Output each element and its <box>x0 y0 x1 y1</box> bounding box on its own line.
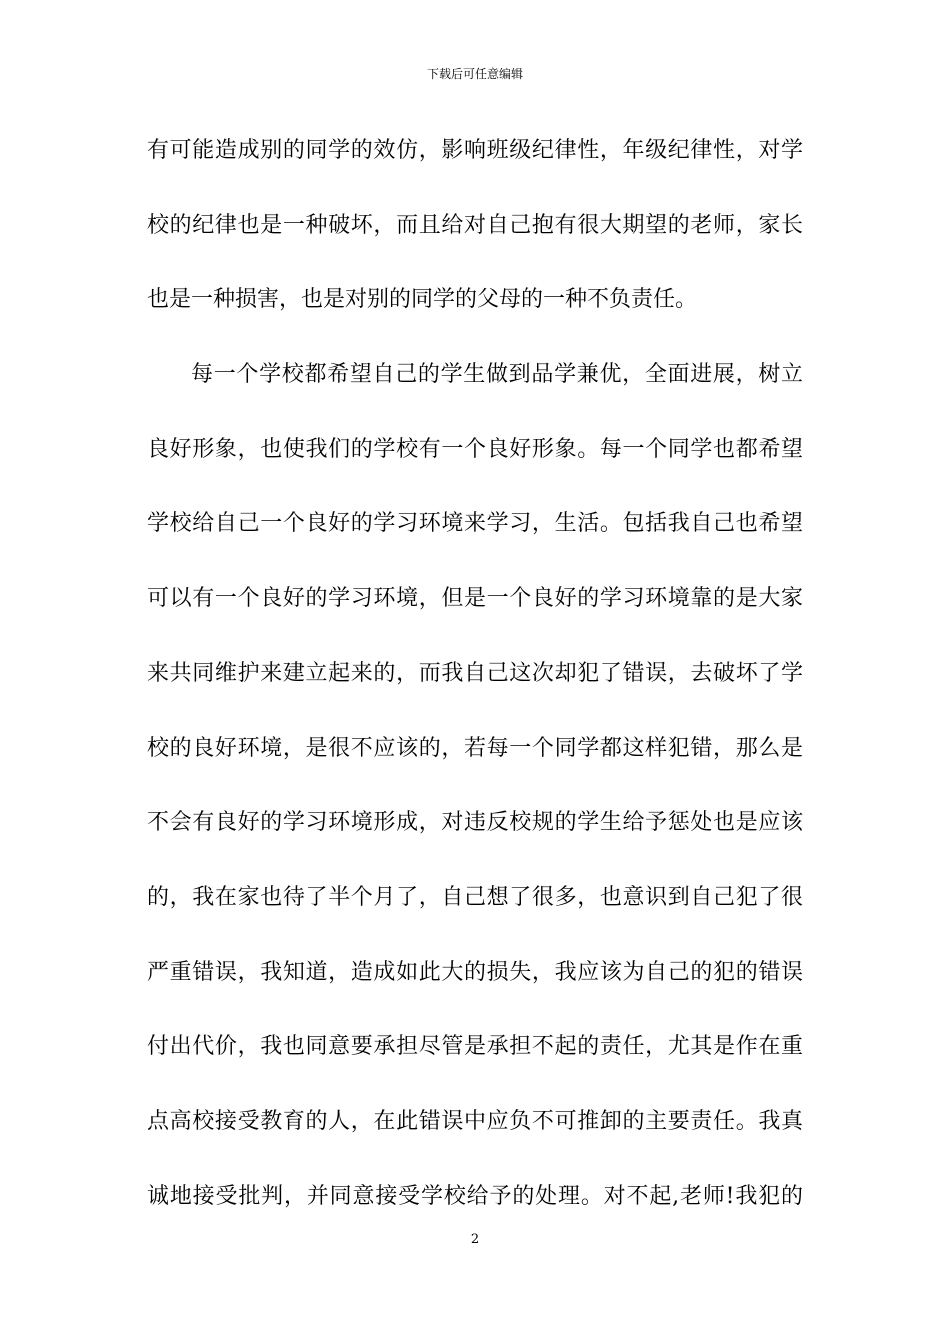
page-header: 下载后可任意编辑 <box>426 67 523 81</box>
text-line: 付出代价，我也同意要承担尽管是承担不起的责任，尤其是作在重 <box>147 1034 803 1060</box>
text-line: 可以有一个良好的学习环境，但是一个良好的学习环境靠的是大家 <box>147 586 803 612</box>
text-line: 良好形象，也使我们的学校有一个良好形象。每一个同学也都希望 <box>147 436 803 462</box>
body-text <box>147 128 803 1248</box>
text-line: 严重错误，我知道，造成如此大的损失，我应该为自己的犯的错误 <box>147 959 803 985</box>
text-line: 不会有良好的学习环境形成，对违反校规的学生给予惩处也是应该 <box>147 810 803 836</box>
text-line: 诚地接受批判，并同意接受学校给予的处理。对不起,老师!我犯的 <box>147 1183 803 1209</box>
text-line: 也是一种损害，也是对别的同学的父母的一种不负责任。 <box>147 287 698 313</box>
text-line: 的，我在家也待了半个月了，自己想了很多，也意识到自己犯了很 <box>147 884 803 910</box>
text-line: 有可能造成别的同学的效仿，影响班级纪律性，年级纪律性，对学 <box>147 138 803 163</box>
page-number: 2 <box>470 1232 480 1247</box>
text-line: 每一个学校都希望自己的学生做到品学兼优，全面进展，树立 <box>191 362 803 388</box>
text-line: 点高校接受教育的人，在此错误中应负不可推卸的主要责任。我真 <box>147 1108 803 1134</box>
text-line: 学校给自己一个良好的学习环境来学习，生活。包括我自己也希望 <box>147 511 803 537</box>
text-line: 校的良好环境，是很不应该的，若每一个同学都这样犯错，那么是 <box>147 735 803 761</box>
text-line: 校的纪律也是一种破坏，而且给对自己抱有很大期望的老师，家长 <box>147 212 803 238</box>
text-line: 来共同维护来建立起来的，而我自己这次却犯了错误，去破坏了学 <box>147 660 803 686</box>
